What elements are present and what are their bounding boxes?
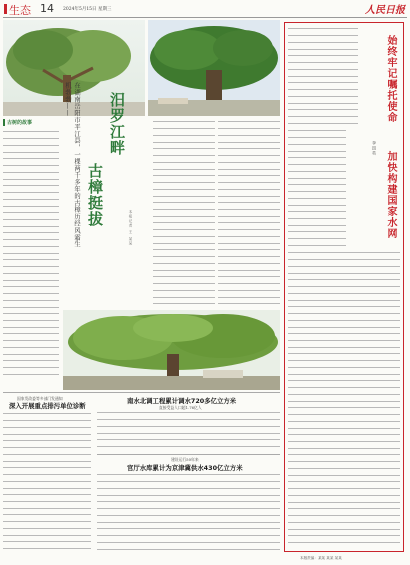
- tag-marker: [3, 119, 5, 126]
- story3-body: [97, 473, 280, 553]
- feature-title-b: 古樟挺拔: [86, 163, 104, 227]
- feature-byline: 本报记者 王 某某: [129, 210, 133, 246]
- tree-photo-top-right: [148, 20, 280, 116]
- page-header: [0, 0, 410, 18]
- story-tag: [3, 118, 32, 126]
- section-marker: [4, 4, 7, 14]
- story2-headline: 南水北调工程累计调水720多亿立方米: [127, 397, 237, 405]
- bottom-story-3: [97, 457, 280, 557]
- tree-photo-large: [63, 310, 280, 390]
- editorial-body: [288, 251, 400, 547]
- editorial-intro: [288, 27, 358, 127]
- story1-kicker: 国家发改委等多部门发通知: [17, 396, 63, 401]
- bottom-story-1: [3, 396, 93, 556]
- feature-story: [3, 20, 280, 392]
- tag-label: 古树的故事: [7, 119, 33, 126]
- page-number: 14: [40, 2, 54, 15]
- editorial-col-1: [288, 129, 346, 249]
- section-name: 生态: [9, 4, 31, 17]
- feature-col-2: [153, 120, 215, 320]
- page-credits: 本版责编：某某 某某 某某: [300, 556, 342, 560]
- story1-body: [3, 412, 91, 552]
- editorial-title-b: 加快构建国家水网: [385, 151, 396, 239]
- header-rule: [3, 17, 407, 18]
- bottom-story-2: [97, 396, 280, 452]
- editorial-box: [284, 22, 404, 552]
- feature-subtitle: 在湖南岳阳市平江县，一棵两千多年的古樟历经风霜生机勃勃——: [64, 82, 80, 248]
- feature-title-a: 汨罗江畔: [108, 92, 126, 156]
- story3-kicker: 建设运行50年来: [171, 457, 199, 462]
- story2-deck: 直接受益人口超1.76亿人: [159, 405, 202, 410]
- story1-headline: 深入开展重点排污单位诊断: [9, 402, 86, 410]
- feature-col-1: [3, 130, 59, 378]
- bottom-divider: [3, 392, 280, 393]
- tree-photo-top-right-art: [148, 20, 280, 116]
- masthead-logo: 人民日报: [365, 5, 405, 16]
- story2-body: [97, 411, 280, 449]
- editorial-title-a: 始终牢记嘱托使命: [385, 35, 396, 123]
- story3-headline: 官厅水库累计为京津冀供水430亿立方米: [127, 464, 243, 472]
- issue-date: 2024年5月15日 星期三: [63, 7, 112, 12]
- editorial-byline: 李国英: [372, 141, 377, 156]
- bottom-divider-2: [97, 454, 280, 455]
- feature-col-3: [218, 120, 280, 320]
- tree-photo-large-art: [63, 310, 280, 390]
